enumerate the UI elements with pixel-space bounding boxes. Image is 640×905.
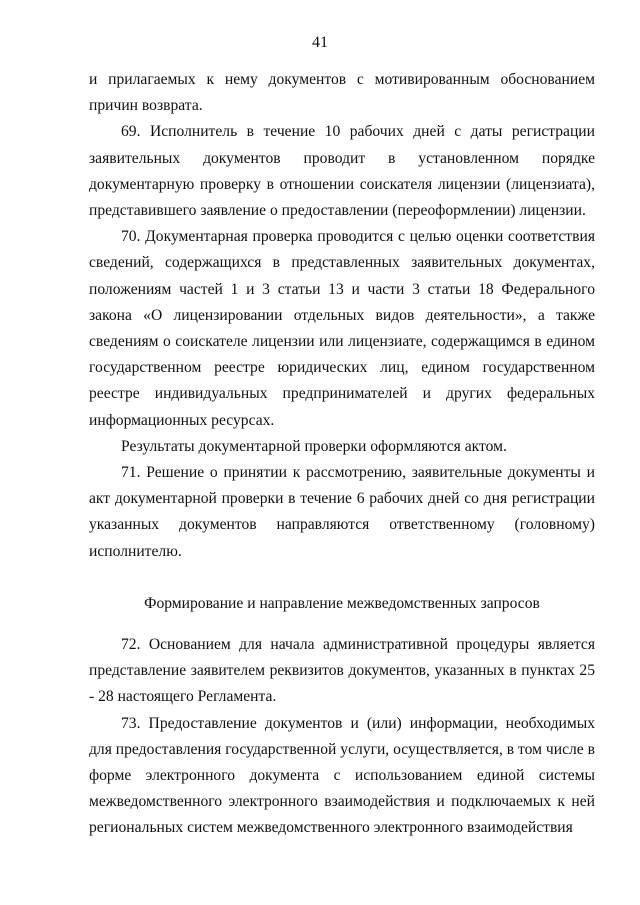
paragraph-71: 71. Решение о принятии к рассмотрению, заявительные документы и акт документарной проверки в течение 6 рабочих дней со дня регистрации указанных документов направляются ответственному (головному) исполнителю.: [89, 464, 595, 560]
paragraph-70-result: Результаты документарной проверки оформляются актом.: [121, 437, 507, 455]
page-number: 41: [312, 34, 328, 51]
paragraph-continuation: и прилагаемых к нему документов с мотивированным обоснованием причин возврата.: [89, 71, 595, 115]
document-body: [89, 67, 595, 842]
paragraph-72: 72. Основанием для начала административной процедуры является представление заявителем реквизитов документов, указанных в пунктах 25 - 28 настоящего Регламента.: [89, 636, 595, 706]
paragraph-69: 69. Исполнитель в течение 10 рабочих дней с даты регистрации заявительных документов проводит в установленном порядке документарную проверку в отношении соискателя лицензии (лицензиата), представившего заявление о предоставлении (переоформлении) лицензии.: [89, 123, 595, 220]
paragraph-73: 73. Предоставление документов и (или) информации, необходимых для предоставления государственной услуги, осуществляется, в том числе в форме электронного документа с использованием единой системы межведомственного электронного взаимодействия и подключаемых к ней региональных систем межведомственного электронного взаимодействия: [89, 714, 595, 837]
section-heading: Формирование и направление межведомственных запросов: [144, 594, 540, 612]
paragraph-70: 70. Документарная проверка проводится с целью оценки соответствия сведений, содержащихся в представленных заявительных документах, положениям частей 1 и 3 статьи 13 и части 3 статьи 18 Федерального закона «О лицензировании отдельных видов деятельности», а также сведениям о соискателе лицензии или лицензиате, содержащимся в едином государственном реестре юридических лиц, едином государственном реестре индивидуальных предпринимателей и других федеральных информационных ресурсах.: [89, 228, 595, 429]
